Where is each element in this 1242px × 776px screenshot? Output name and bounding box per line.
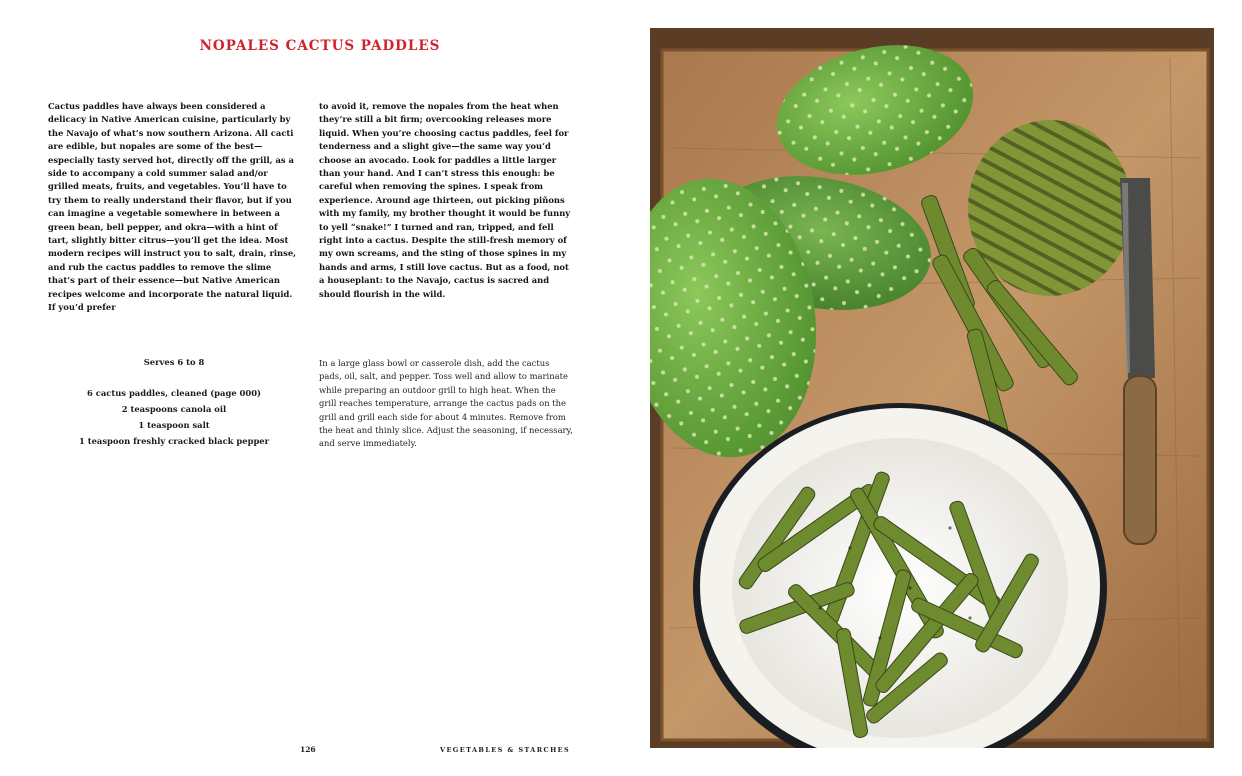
recipe-title: NOPALES CACTUS PADDLES [199,38,441,54]
intro-text-left: Cactus paddles have always been considered a delicacy in Native American cuisine, particularly by the Navajo of what’s now southern Arizona. All cacti are edible, but nopales are some of the best—especially tasty served hot, directly off the grill, as a side to accompany a cold summer salad and/or grilled meats, fruits, and vegetables. You’ll have to try them to really understand their flavor, but if you can imagine a vegetable somewhere in between a green bean, bell pepper, and okra—with a hint of tart, slightly bitter citrus—you’ll get the idea. Most modern recipes will instruct you to salt, drain, rinse, and rub the cactus paddles to remove the slime that’s part of their essence—but Native American recipes welcome and incorporate the natural liquid. If you’d prefer [48,101,297,313]
method-text: In a large glass bowl or casserole dish, add the cactus pads, oil, salt, and pepper. Toss well and allow to marinate while preparing an outdoor grill to high heat. When the grill reaches temperature, arrange the cactus pads on the grill and grill each side for about 4 minutes. Remove from the heat and thinly slice. Adjust the seasoning, if necessary, and serve immediately. [319,358,573,449]
ingredient-item: 1 teaspoon salt [138,420,210,430]
ingredient-item: 6 cactus paddles, cleaned (page 000) [86,388,262,398]
intro-column-right [319,100,571,301]
food-photo [650,28,1214,748]
grilled-paddle [968,120,1132,296]
ingredient-list [48,385,300,449]
ingredient-item: 1 teaspoon freshly cracked black pepper [78,436,270,446]
ingredient-item: 2 teaspoons canola oil [121,404,227,414]
photo-illustration [650,28,1214,748]
intro-column-left [48,100,300,315]
page-number: 126 [300,745,316,754]
intro-text-right: to avoid it, remove the nopales from the heat when they’re still a bit firm; overcooking releases more liquid. When you’re choosing cactus paddles, feel for tenderness and a slight give—the same way you’d choose an avocado. Look for paddles a little larger than your hand. And I can’t stress this enough: be careful when removing the spines. I speak from experience. Around age thirteen, out picking piñons with my family, my brother thought it would be funny to yell “snake!” I turned and ran, tripped, and fell right into a cactus. Despite the still-fresh memory of my own screams, and the sting of those spines in my hands and arms, I still love cactus. But as a food, not a houseplant: to the Navajo, cactus is sacred and should flourish in the wild. [319,101,571,299]
serves-line: Serves 6 to 8 [143,357,205,367]
section-running-head: VEGETABLES & STARCHES [440,746,571,754]
